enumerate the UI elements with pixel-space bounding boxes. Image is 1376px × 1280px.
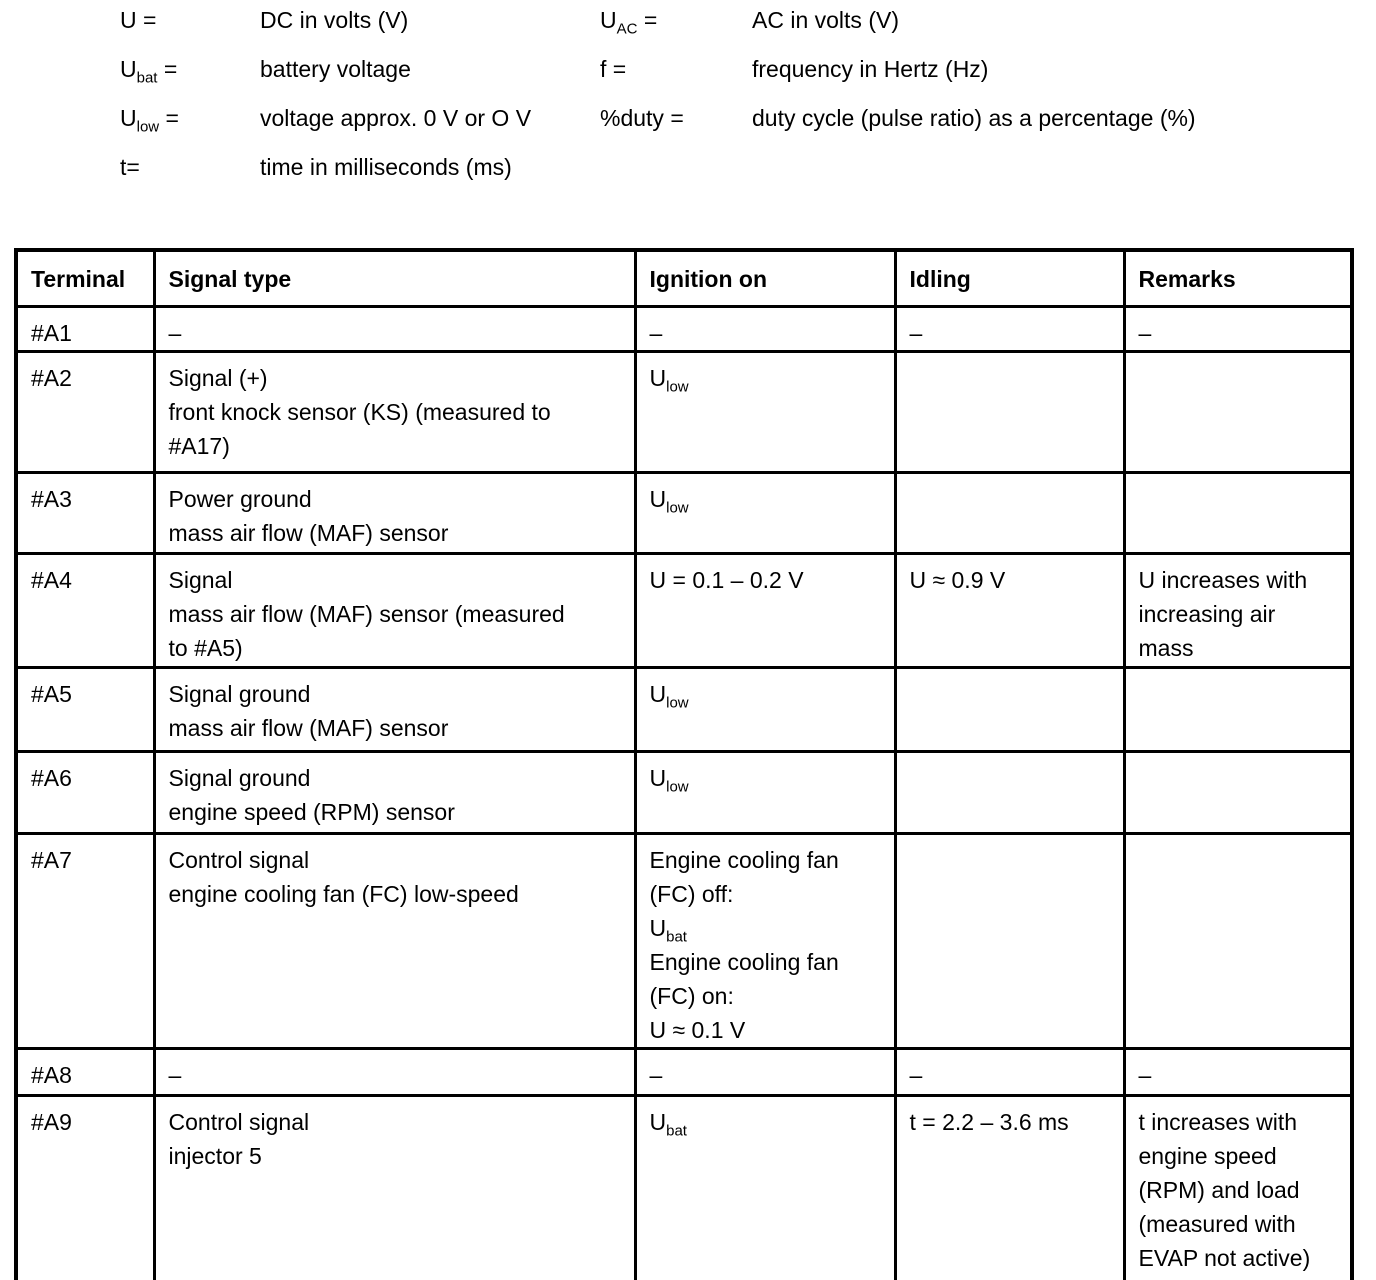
cell-line <box>169 361 622 395</box>
cell-line <box>650 979 882 1013</box>
cell-line <box>169 429 622 463</box>
text-segment: t = 2.2 – 3.6 ms <box>909 1108 1069 1135</box>
text-segment: U <box>120 105 137 131</box>
table-row-a7 <box>16 833 1352 1048</box>
signal-type-cell <box>154 553 635 667</box>
idling-cell <box>895 306 1124 351</box>
text-segment: mass <box>1138 634 1194 661</box>
legend-description-left: time in milliseconds (ms) <box>260 154 512 180</box>
text-segment: U ≈ 0.9 V <box>909 566 1006 593</box>
terminal-label: #A7 <box>31 846 72 873</box>
cell-line <box>1139 1173 1339 1207</box>
subscript-text: low <box>666 499 689 517</box>
legend-description-right: frequency in Hertz (Hz) <box>752 56 989 82</box>
terminal-label: #A9 <box>31 1108 72 1135</box>
cell-line <box>169 1058 622 1092</box>
cell-line <box>910 563 1111 597</box>
terminal-cell <box>16 667 154 751</box>
legend-symbol-left <box>120 153 260 181</box>
text-segment: Signal <box>168 566 233 593</box>
table-header-row <box>16 250 1352 306</box>
text-segment: U <box>649 764 667 791</box>
text-segment: Signal ground <box>168 764 311 791</box>
cell-line <box>650 563 882 597</box>
text-segment: U ≈ 0.1 V <box>649 1016 746 1043</box>
text-segment: engine cooling fan (FC) low-speed <box>168 880 519 907</box>
cell-line <box>169 677 622 711</box>
cell-line <box>650 877 882 911</box>
table-row-a9 <box>16 1095 1352 1280</box>
cell-line <box>1139 1105 1339 1139</box>
remarks-cell <box>1124 306 1352 351</box>
terminal-label: #A1 <box>31 319 72 346</box>
legend-description-left: voltage approx. 0 V or O V <box>260 105 532 131</box>
text-segment: U <box>649 485 667 512</box>
cell-line <box>169 316 622 350</box>
text-segment: = <box>159 105 179 131</box>
cell-line <box>169 631 622 665</box>
table-row-a2 <box>16 351 1352 472</box>
cell-line <box>650 843 882 877</box>
text-segment: (measured with <box>1138 1210 1296 1237</box>
ignition-on-cell <box>635 553 895 667</box>
text-segment: – <box>649 1061 663 1088</box>
table-row-a8 <box>16 1048 1352 1095</box>
text-segment: t increases with <box>1138 1108 1298 1135</box>
terminal-cell <box>16 833 154 1048</box>
cell-line <box>1139 1058 1339 1092</box>
cell-line <box>169 395 622 429</box>
subscript-text: low <box>666 778 689 796</box>
legend-description-left: battery voltage <box>260 56 411 82</box>
remarks-cell <box>1124 667 1352 751</box>
terminal-cell <box>16 351 154 472</box>
idling-cell <box>895 553 1124 667</box>
cell-line <box>910 1105 1111 1139</box>
legend-description-right: duty cycle (pulse ratio) as a percentage (%) <box>752 105 1196 131</box>
text-segment: (FC) on: <box>649 982 734 1009</box>
text-segment: mass air flow (MAF) sensor <box>168 714 449 741</box>
text-segment: U <box>649 680 667 707</box>
subscript-text: bat <box>136 69 158 87</box>
text-segment: Engine cooling fan <box>649 846 839 873</box>
text-segment: Engine cooling fan <box>649 948 839 975</box>
signal-type-cell <box>154 306 635 351</box>
cell-line <box>1139 631 1339 665</box>
cell-line <box>650 677 882 711</box>
remarks-cell <box>1124 833 1352 1048</box>
text-segment: t= <box>120 154 140 180</box>
remarks-cell <box>1124 472 1352 553</box>
cell-line <box>910 1058 1111 1092</box>
cell-line <box>1139 1139 1339 1173</box>
cell-line <box>650 1105 882 1139</box>
subscript-text: low <box>666 694 689 712</box>
table-row-a3 <box>16 472 1352 553</box>
signal-type-cell <box>154 1048 635 1095</box>
terminal-cell <box>16 1048 154 1095</box>
legend-symbol-right <box>600 55 752 83</box>
remarks-cell <box>1124 351 1352 472</box>
terminal-label: #A6 <box>31 764 72 791</box>
subscript-text: low <box>136 118 160 136</box>
text-segment: – <box>909 319 923 346</box>
text-segment: Control signal <box>168 1108 310 1135</box>
remarks-cell <box>1124 1095 1352 1280</box>
table-row-a1 <box>16 306 1352 351</box>
legend-symbol-left <box>120 6 260 34</box>
text-segment: increasing air <box>1138 600 1276 627</box>
terminal-cell <box>16 1095 154 1280</box>
legend-description-left: DC in volts (V) <box>260 7 409 33</box>
idling-cell <box>895 833 1124 1048</box>
terminal-label: #A4 <box>31 566 72 593</box>
legend-symbol-right <box>600 104 752 132</box>
cell-line <box>650 482 882 516</box>
text-segment: U <box>649 1108 667 1135</box>
signal-type-cell <box>154 667 635 751</box>
text-segment: Power ground <box>168 485 312 512</box>
ignition-on-cell <box>635 1095 895 1280</box>
text-segment: mass air flow (MAF) sensor (measured <box>168 600 565 627</box>
terminal-signal-table <box>14 248 1354 1280</box>
text-segment: U <box>120 56 137 82</box>
cell-line <box>169 761 622 795</box>
cell-line <box>169 1139 622 1173</box>
remarks-cell <box>1124 751 1352 833</box>
ignition-on-cell <box>635 667 895 751</box>
subscript-text: bat <box>666 1122 687 1140</box>
terminal-label: #A2 <box>31 364 72 391</box>
text-segment: = <box>637 7 658 33</box>
cell-line <box>650 911 882 945</box>
subscript-text: low <box>666 378 689 396</box>
text-segment: Signal (+) <box>168 364 268 391</box>
signal-type-cell <box>154 351 635 472</box>
cell-line <box>169 597 622 631</box>
text-segment: front knock sensor (KS) (measured to <box>168 398 551 425</box>
cell-line <box>169 795 622 829</box>
text-segment: – <box>909 1061 923 1088</box>
cell-line <box>169 563 622 597</box>
terminal-cell <box>16 553 154 667</box>
text-segment: Signal ground <box>168 680 311 707</box>
column-header-ignition-on: Ignition on <box>635 250 895 306</box>
cell-line <box>169 516 622 550</box>
cell-line <box>1139 597 1339 631</box>
idling-cell <box>895 667 1124 751</box>
cell-line <box>169 877 622 911</box>
text-segment: Control signal <box>168 846 310 873</box>
cell-line <box>1139 563 1339 597</box>
text-segment: U <box>649 914 667 941</box>
legend-symbol-right <box>600 6 752 37</box>
terminal-cell <box>16 472 154 553</box>
cell-line <box>169 482 622 516</box>
cell-line <box>650 361 882 395</box>
signal-type-cell <box>154 751 635 833</box>
column-header-idling: Idling <box>895 250 1124 306</box>
table-body <box>16 306 1352 1280</box>
text-segment: injector 5 <box>168 1142 262 1169</box>
terminal-cell <box>16 751 154 833</box>
text-segment: U <box>649 364 667 391</box>
text-segment: – <box>649 319 663 346</box>
text-segment: EVAP not active) <box>1138 1244 1311 1271</box>
cell-line <box>650 1058 882 1092</box>
text-segment: – <box>168 319 182 346</box>
terminal-label: #A5 <box>31 680 72 707</box>
cell-line <box>1139 316 1339 350</box>
text-segment: (RPM) and load <box>1138 1176 1300 1203</box>
signal-type-cell <box>154 472 635 553</box>
signal-type-cell <box>154 833 635 1048</box>
cell-line <box>1139 1241 1339 1275</box>
text-segment: engine speed (RPM) sensor <box>168 798 455 825</box>
column-header-terminal: Terminal <box>16 250 154 306</box>
cell-line <box>650 316 882 350</box>
table-row-a5 <box>16 667 1352 751</box>
cell-line <box>650 1013 882 1047</box>
column-header-signal-type: Signal type <box>154 250 635 306</box>
column-header-remarks: Remarks <box>1124 250 1352 306</box>
legend-description-right: AC in volts (V) <box>752 7 899 33</box>
text-segment: – <box>168 1061 182 1088</box>
idling-cell <box>895 1095 1124 1280</box>
ignition-on-cell <box>635 351 895 472</box>
text-segment: U <box>600 7 617 33</box>
remarks-cell <box>1124 553 1352 667</box>
idling-cell <box>895 751 1124 833</box>
cell-line <box>169 1105 622 1139</box>
cell-line <box>910 316 1111 350</box>
symbol-legend <box>120 6 1376 202</box>
ignition-on-cell <box>635 751 895 833</box>
text-segment: (FC) off: <box>649 880 734 907</box>
text-segment: engine speed <box>1138 1142 1277 1169</box>
text-segment: – <box>1138 1061 1152 1088</box>
cell-line <box>169 711 622 745</box>
legend-symbol-left <box>120 104 260 135</box>
text-segment: – <box>1138 319 1152 346</box>
idling-cell <box>895 351 1124 472</box>
legend-symbol-left <box>120 55 260 86</box>
terminal-label: #A8 <box>31 1061 72 1088</box>
cell-line <box>650 761 882 795</box>
table-row-a6 <box>16 751 1352 833</box>
text-segment: f = <box>600 56 627 82</box>
subscript-text: bat <box>666 928 687 946</box>
subscript-text: AC <box>616 20 638 38</box>
terminal-label: #A3 <box>31 485 72 512</box>
cell-line <box>169 843 622 877</box>
ignition-on-cell <box>635 833 895 1048</box>
text-segment: U = <box>120 7 157 33</box>
idling-cell <box>895 472 1124 553</box>
terminal-cell <box>16 306 154 351</box>
ignition-on-cell <box>635 1048 895 1095</box>
text-segment: mass air flow (MAF) sensor <box>168 519 449 546</box>
text-segment: #A17) <box>168 432 230 459</box>
signal-type-cell <box>154 1095 635 1280</box>
table-row-a4 <box>16 553 1352 667</box>
ignition-on-cell <box>635 306 895 351</box>
cell-line <box>650 945 882 979</box>
text-segment: = <box>157 56 178 82</box>
text-segment: U increases with <box>1138 566 1308 593</box>
text-segment: to #A5) <box>168 634 243 661</box>
cell-line <box>1139 1207 1339 1241</box>
remarks-cell <box>1124 1048 1352 1095</box>
table-header-row-container <box>16 250 1352 306</box>
idling-cell <box>895 1048 1124 1095</box>
text-segment: U = 0.1 – 0.2 V <box>649 566 804 593</box>
text-segment: %duty = <box>600 105 684 131</box>
ignition-on-cell <box>635 472 895 553</box>
